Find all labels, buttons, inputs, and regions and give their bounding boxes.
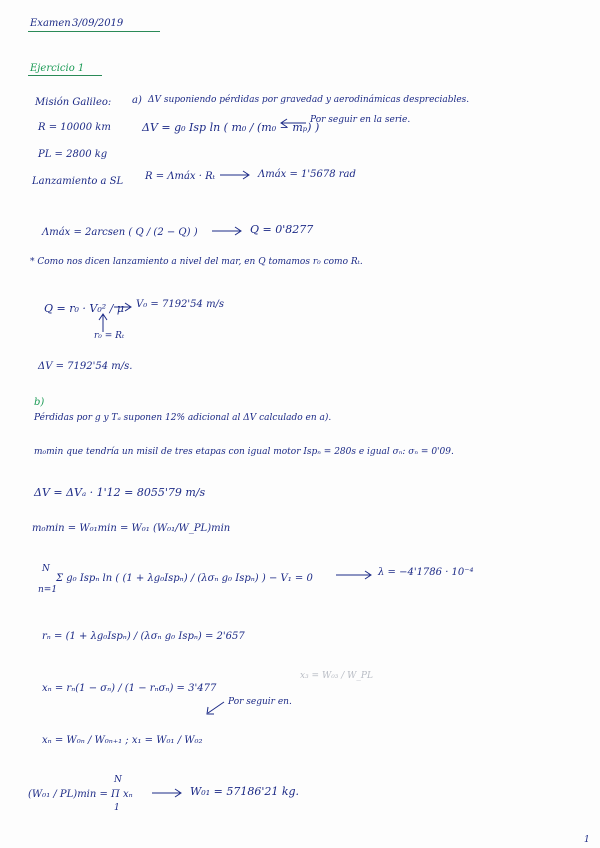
exam-date: 3/09/2019 [72,18,124,29]
part-a-note: * Como nos dicen lanzamiento a nivel del mar, en Q tomamos r₀ como Rₜ. [30,257,363,267]
data-payload: PL = 2800 kg [38,149,108,160]
header-underline [28,31,160,32]
arrow-right-icon [334,570,374,580]
data-launch: Lanzamiento a SL [32,176,124,187]
part-b-label: b) [34,397,45,408]
part-b-eq5-note: Por seguir en. [228,697,292,707]
page-number: 1 [584,835,590,845]
section-title: Ejercicio 1 [30,63,85,74]
part-b-eq3: Σ g₀ Ispₙ ln ( (1 + λg₀Ispₙ) / (λσₙ g₀ Ispₙ) ) − V₁ = 0 [56,573,313,584]
arrow-right-icon [112,302,134,312]
part-b-eq5-side: x₃ = W₀₃ / W_PL [300,671,373,681]
part-a-eq4-result: V₀ = 7192'54 m/s [136,299,225,310]
part-a-eq2: R = Λmáx · Rₜ [145,171,216,182]
arrow-right-icon [210,226,244,236]
part-b-eq7-result: W₀₁ = 57186'21 kg. [190,785,300,798]
arrow-right-icon [150,788,184,798]
part-a-eq2-result: Λmáx = 1'5678 rad [258,169,356,180]
section-underline [28,75,102,76]
part-a-intro: ΔV suponiendo pérdidas por gravedad y aerodinámicas despreciables. [148,95,470,105]
part-b-eq2: m₀min = W₀₁min = W₀₁ (W₀₁/W_PL)min [32,523,231,534]
part-a-label: a) [132,95,142,106]
part-b-line1: Pérdidas por g y Tₐ suponen 12% adicional al ΔV calculado en a). [34,413,332,423]
part-b-eq7: (W₀₁ / PL)min = Π xₙ [28,789,133,800]
part-b-eq1: ΔV = ΔVₐ · 1'12 = 8055'79 m/s [34,486,206,499]
part-b-eq6: xₙ = W₀ₙ / W₀ₙ₊₁ ; x₁ = W₀₁ / W₀₂ [42,735,203,746]
part-b-eq4: rₙ = (1 + λg₀Ispₙ) / (λσₙ g₀ Ispₙ) = 2'657 [42,631,245,642]
part-b-eq3-sub: n=1 [38,585,58,595]
part-a-dv-result: ΔV = 7192'54 m/s. [38,361,133,372]
data-radius: R = 10000 km [38,122,111,133]
part-b-line2: m₀min que tendría un misil de tres etapas con igual motor Ispₙ = 280s e igual σₙ: σₙ = 0'09. [34,447,454,457]
part-a-eq3-result: Q = 0'8277 [250,223,314,236]
arrow-down-left-icon [204,700,226,716]
exam-title: Examen [30,18,71,29]
part-a-eq4: Q = r₀ · V₀² / μ [44,302,124,315]
part-a-eq1-note: Por seguir en la serie. [310,115,411,125]
part-b-eq3-result: λ = −4'1786 · 10⁻⁴ [378,567,474,578]
part-b-eq3-sum: N [42,564,50,574]
part-b-eq5: xₙ = rₙ(1 − σₙ) / (1 − rₙσₙ) = 3'477 [42,683,217,694]
arrow-left-icon [278,118,308,128]
part-b-eq7-prod-top: N [114,775,122,785]
part-b-eq7-prod-bottom: 1 [114,803,120,813]
part-a-eq1: ΔV = g₀ Isp ln ( m₀ / (m₀ − mₚ) ) [142,121,320,134]
data-mission: Misión Galileo: [35,97,112,108]
part-a-eq3: Λmáx = 2arcsen ( Q / (2 − Q) ) [42,227,198,238]
arrow-right-icon [218,170,252,180]
part-a-eq4-sub: r₀ = Rₜ [94,331,125,341]
